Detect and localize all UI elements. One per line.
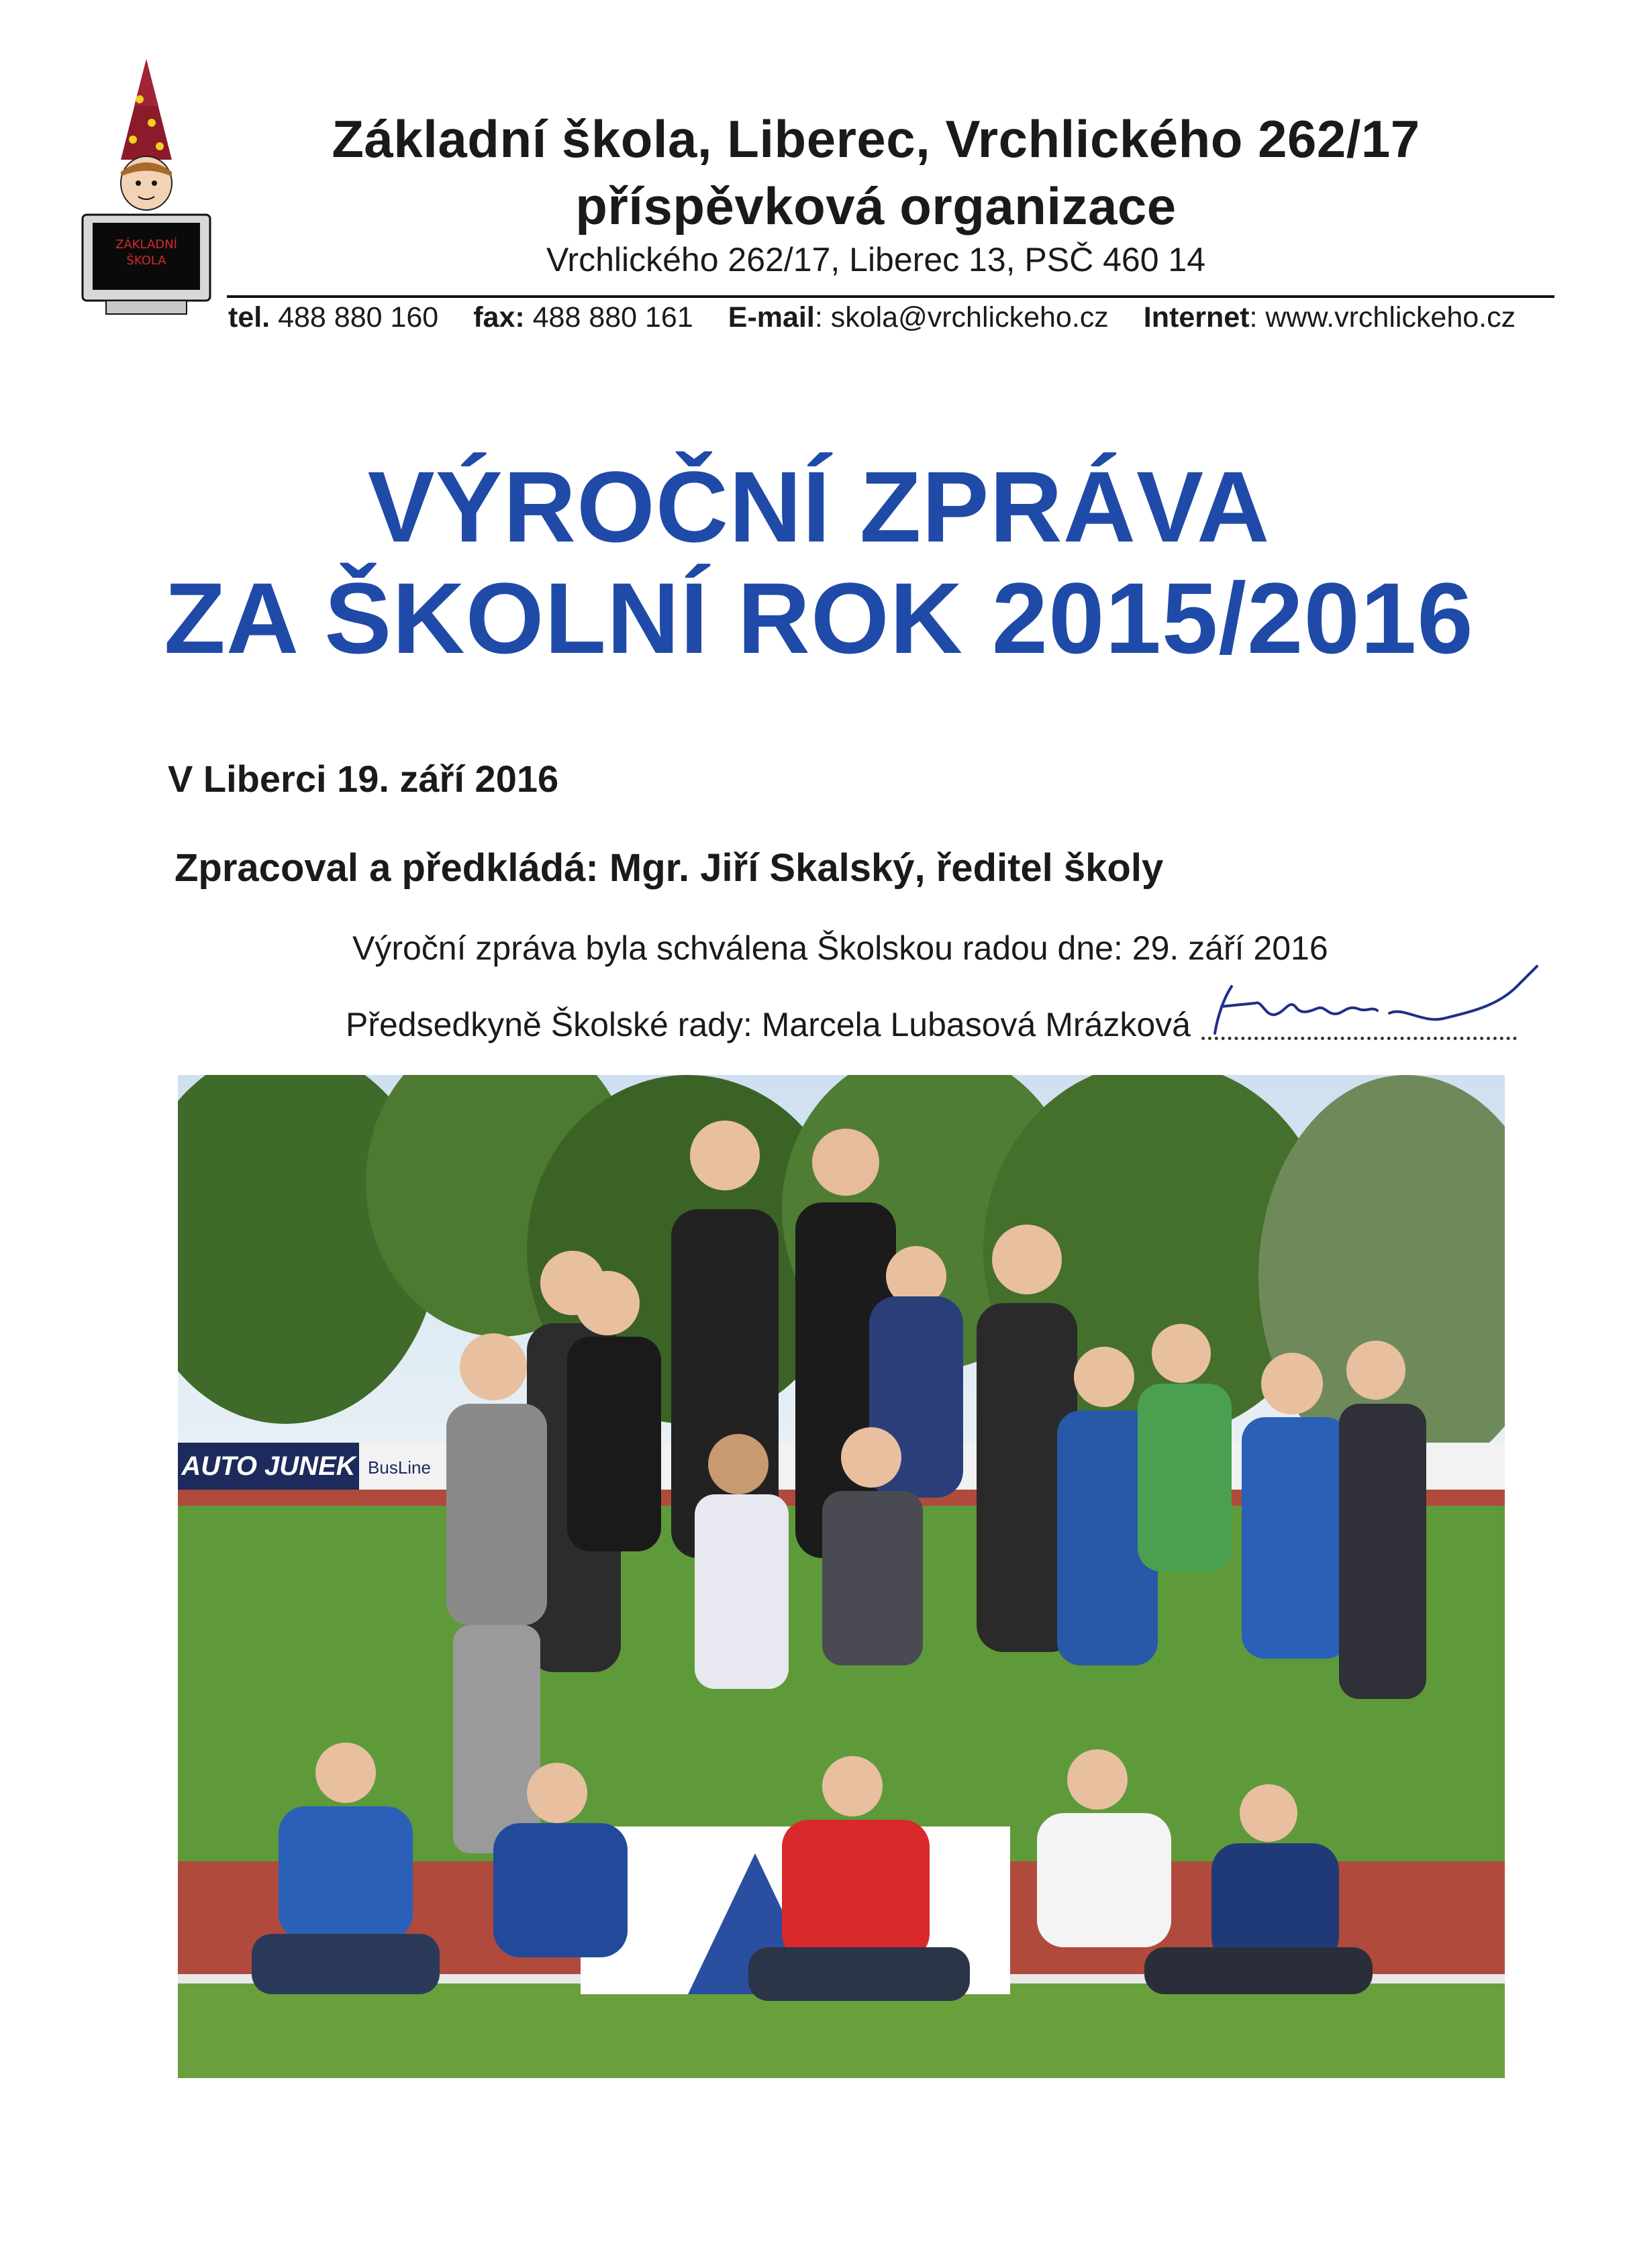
contact-email[interactable]: E-mail: skola@vrchlickeho.cz [728, 301, 1109, 333]
place-date: V Liberci 19. září 2016 [168, 758, 559, 800]
handwritten-signature [1201, 960, 1544, 1053]
report-title-line1: VÝROČNÍ ZPRÁVA [367, 450, 1271, 563]
approval-statement: Výroční zpráva byla schválena Školskou radou dne: 29. září 2016 [352, 929, 1328, 967]
contact-fax: fax: 488 880 161 [473, 301, 693, 333]
prepared-by: Zpracoval a předkládá: Mgr. Jiří Skalský, ředitel školy [175, 846, 1164, 890]
school-logo [79, 59, 213, 321]
team-photo [178, 1075, 1505, 2078]
school-address: Vrchlického 262/17, Liberec 13, PSČ 460 14 [546, 241, 1206, 278]
report-title-line2: ZA ŠKOLNÍ ROK 2015/2016 [164, 562, 1474, 674]
school-name: Základní škola, Liberec, Vrchlického 262/17 [332, 109, 1420, 168]
logo-text-1: ZÁKLADNÍ [115, 238, 177, 252]
logo-text-2: ŠKOLA [126, 254, 166, 268]
board-chair: Předsedkyně Školské rady: Marcela Lubasová Mrázková [346, 1006, 1191, 1043]
header-divider [227, 295, 1554, 298]
contact-line [228, 303, 1554, 332]
banner-auto-junek: AUTO JUNEK [181, 1451, 356, 1481]
school-org-type: příspěvková organizace [575, 176, 1177, 236]
contact-phone: tel. 488 880 160 [228, 301, 439, 333]
banner-busline: BusLine [368, 1457, 431, 1478]
contact-website[interactable]: Internet: www.vrchlickeho.cz [1143, 301, 1516, 333]
